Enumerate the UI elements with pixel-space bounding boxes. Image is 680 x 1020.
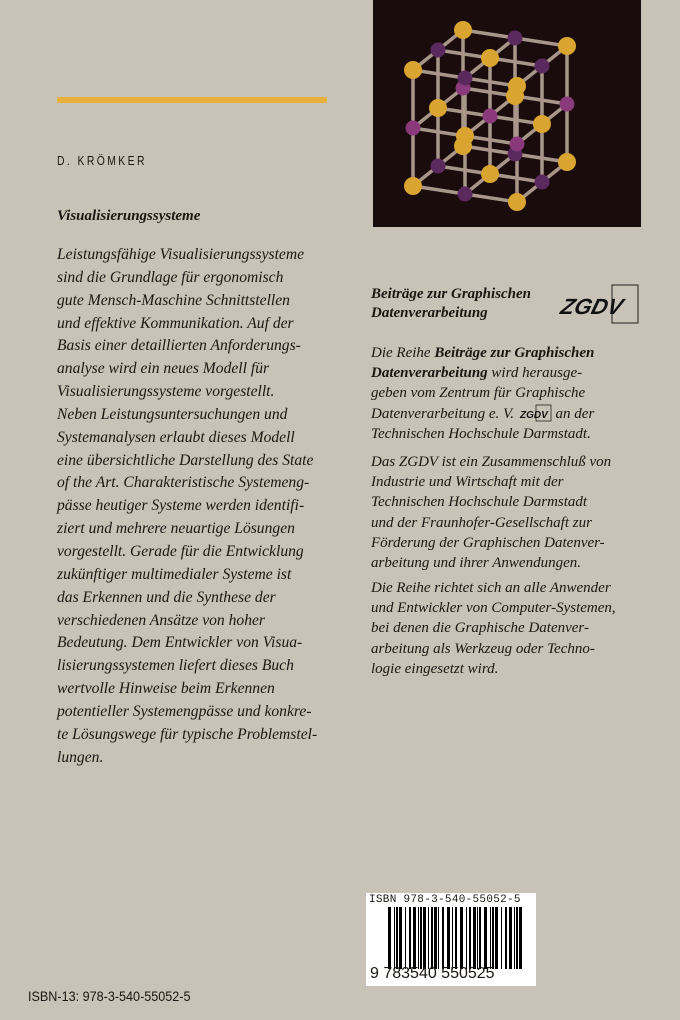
lattice-atom — [560, 97, 575, 112]
lattice-atom — [535, 175, 550, 190]
lattice-atom — [456, 127, 474, 145]
barcode-bar — [509, 907, 512, 969]
lattice-atom — [508, 77, 526, 95]
barcode-bar — [442, 907, 444, 969]
barcode-bar — [431, 907, 433, 969]
text-line: zukünftiger multimedialer Systeme ist — [57, 565, 292, 583]
barcode-bar — [420, 907, 422, 969]
lattice-atom — [458, 187, 473, 202]
text-line: eine übersichtliche Darstellung des State — [57, 451, 314, 469]
barcode-bar — [447, 907, 450, 969]
text: an der — [551, 405, 595, 422]
barcode-bar — [423, 907, 426, 969]
zgdv-mini-logo — [518, 405, 552, 421]
barcode-bar — [466, 907, 467, 969]
text-line: Systemanalysen erlaubt dieses Modell — [57, 428, 295, 446]
barcode-bar — [455, 907, 457, 969]
barcode-bar — [452, 907, 453, 969]
barcode-digits: 9 783540 550525 — [370, 965, 495, 982]
series-title-line1: Beiträge zur Graphischen — [371, 286, 532, 302]
barcode-bar — [490, 907, 491, 969]
text-line: arbeitung und ihrer Anwendungen. — [371, 555, 581, 572]
barcode-bar — [434, 907, 437, 969]
zgdv-logo — [558, 282, 640, 326]
series-title-line2: Datenverarbeitung — [371, 305, 488, 321]
series-paragraph-2 — [371, 452, 611, 573]
barcode-bar — [501, 907, 502, 969]
text-line: Förderung der Graphischen Datenver- — [371, 534, 605, 551]
text-line: te Lösungswege für typische Problemstel- — [57, 725, 318, 743]
barcode-bar — [469, 907, 471, 969]
barcode-bar — [495, 907, 498, 969]
lattice-atom — [454, 21, 472, 39]
lattice-cover-image — [373, 0, 641, 227]
barcode-bar — [473, 907, 476, 969]
series-name-bold: Beiträge zur Graphischen — [434, 345, 595, 361]
text-line: sind die Grundlage für ergonomisch — [57, 268, 284, 286]
lattice-atom — [481, 165, 499, 183]
text-line: das Erkennen und die Synthese der — [57, 588, 276, 606]
barcode-bar — [399, 907, 402, 969]
text: Datenverarbeitung e. V. — [371, 405, 518, 422]
text-line: Visualisierungssysteme vorgestellt. — [57, 383, 275, 401]
series-title — [371, 285, 531, 323]
text-line: und Entwickler von Computer-Systemen, — [371, 600, 616, 617]
lattice-atom — [404, 61, 422, 79]
text: Die Reihe — [371, 345, 435, 361]
lattice-atom — [535, 59, 550, 74]
barcode-bar — [388, 907, 391, 969]
accent-bar — [57, 97, 327, 103]
lattice-atom — [429, 99, 447, 117]
barcode-bar — [409, 907, 411, 969]
lattice-atom — [406, 121, 421, 136]
barcode-isbn-label: ISBN 978-3-540-55052-5 — [369, 894, 521, 906]
barcode-bar — [516, 907, 518, 969]
text-line: bei denen die Graphische Datenver- — [371, 620, 589, 637]
text-line: und der Fraunhofer-Gesellschaft zur — [371, 514, 592, 531]
author-name: D. KRÖMKER — [57, 153, 147, 168]
series-paragraph-1 — [371, 343, 594, 444]
barcode-bar — [428, 907, 429, 969]
barcode-bar — [492, 907, 494, 969]
barcode-bar — [479, 907, 481, 969]
svg-text:ZGDV: ZGDV — [558, 294, 626, 319]
lattice-atom — [481, 49, 499, 67]
barcode-bar — [519, 907, 522, 969]
text-line: analyse wird ein neues Modell für — [57, 360, 270, 378]
barcode-bar — [514, 907, 515, 969]
lattice-atom — [483, 109, 498, 124]
isbn-barcode — [366, 893, 536, 986]
lattice-atom — [431, 159, 446, 174]
barcode-bar — [477, 907, 478, 969]
text: Technischen Hochschule Darmstadt. — [371, 425, 591, 442]
text: wird herausge- — [487, 365, 583, 382]
series-name-bold: Datenverarbeitung — [371, 365, 488, 382]
barcode-bar — [438, 907, 439, 969]
book-title: Visualisierungssysteme — [57, 208, 201, 224]
barcode-bar — [460, 907, 463, 969]
text-line: Das ZGDV ist ein Zusammenschluß von — [371, 454, 612, 470]
lattice-atom — [458, 71, 473, 86]
text-line: of the Art. Charakteristische Systemeng- — [57, 474, 310, 492]
svg-text:ZGDV: ZGDV — [519, 409, 548, 421]
barcode-bar — [505, 907, 507, 969]
text-line: lisierungssystemen liefert dieses Buch — [57, 657, 294, 675]
barcode-bar — [413, 907, 416, 969]
text-line: Bedeutung. Dem Entwickler von Visua- — [57, 634, 303, 652]
text-line: Die Reihe richtet sich an alle Anwender — [371, 580, 611, 596]
text-line: lungen. — [57, 748, 104, 766]
text-line: Neben Leistungsuntersuchungen und — [57, 405, 288, 423]
text: geben vom Zentrum für Graphische — [371, 385, 586, 402]
barcode-bar — [418, 907, 419, 969]
series-paragraph-3 — [371, 578, 616, 679]
text-line: pässe heutiger Systeme werden identifi- — [57, 497, 305, 515]
isbn-13: ISBN-13: 978-3-540-55052-5 — [28, 988, 191, 1004]
lattice-atom — [404, 177, 422, 195]
text-line: Leistungsfähige Visualisierungssysteme — [57, 246, 305, 263]
text-line: Industrie und Wirtschaft mit der — [371, 474, 564, 491]
text-line: vorgestellt. Gerade für die Entwicklung — [57, 542, 304, 560]
text-line: ziert und mehrere neuartige Lösungen — [57, 520, 295, 538]
text-line: Technischen Hochschule Darmstadt — [371, 494, 588, 511]
text-line: wertvolle Hinweise beim Erkennen — [57, 680, 275, 698]
lattice-atom — [558, 153, 576, 171]
lattice-atom — [508, 193, 526, 211]
text-line: potentieller Systemengpässe und konkre- — [57, 702, 312, 720]
barcode-bar — [396, 907, 398, 969]
lattice-atom — [508, 31, 523, 46]
text-line: arbeitung als Werkzeug oder Techno- — [371, 640, 595, 657]
barcode-bar — [394, 907, 395, 969]
text-line: und effektive Kommunikation. Auf der — [57, 314, 294, 332]
book-description — [57, 244, 317, 769]
lattice-atom — [510, 137, 525, 152]
barcode-bar — [405, 907, 406, 969]
lattice-atom — [558, 37, 576, 55]
lattice-atom — [431, 43, 446, 58]
text-line: verschiedenen Ansätze von hoher — [57, 611, 266, 629]
text-line: gute Mensch-Maschine Schnittstellen — [57, 291, 290, 309]
lattice-atom — [533, 115, 551, 133]
barcode-bar — [484, 907, 487, 969]
text-line: Basis einer detaillierten Anforderungs- — [57, 337, 301, 355]
text-line: logie eingesetzt wird. — [371, 660, 499, 677]
